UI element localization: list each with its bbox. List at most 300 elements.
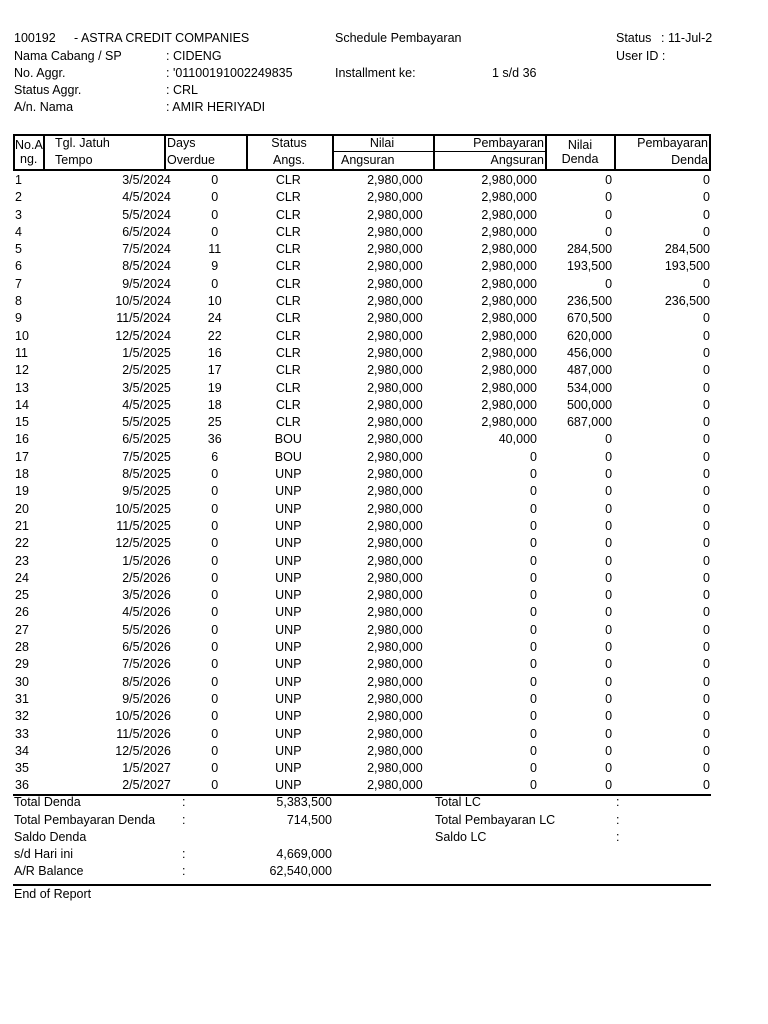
installment-payment: 2,980,000 (481, 345, 537, 360)
installment-payment: 0 (530, 622, 537, 637)
installment-amount: 2,980,000 (367, 536, 423, 551)
days-overdue: 0 (211, 467, 219, 482)
penalty-payment: 0 (703, 622, 710, 637)
table-row (14, 674, 710, 691)
saldo-lc-colon: : (616, 830, 620, 844)
ar-balance-label: A/R Balance (14, 864, 84, 878)
ar-balance-colon: : (182, 864, 186, 878)
penalty-amount: 0 (605, 761, 613, 776)
installment-rows (14, 172, 710, 795)
installment-amount: 2,980,000 (367, 345, 423, 360)
table-row (14, 708, 710, 725)
installment-number: 21 (15, 518, 29, 533)
col-due-header-2: Tempo (55, 153, 93, 167)
table-row (14, 397, 710, 414)
penalty-amount: 534,000 (566, 380, 613, 395)
installment-status: UNP (275, 467, 302, 482)
days-overdue: 0 (211, 640, 219, 655)
installment-amount: 2,980,000 (367, 207, 423, 222)
table-row (14, 414, 710, 431)
due-date: 12/5/2025 (115, 536, 171, 551)
penalty-amount: 0 (605, 190, 613, 205)
installment-number: 14 (15, 397, 29, 412)
days-overdue: 0 (211, 484, 219, 499)
installment-amount: 2,980,000 (367, 657, 423, 672)
installment-amount: 2,980,000 (367, 432, 423, 447)
due-date: 6/5/2024 (122, 224, 171, 239)
installment-number: 34 (15, 743, 29, 758)
table-row (14, 258, 710, 275)
report-title: Schedule Pembayaran (335, 31, 462, 45)
table-row (14, 656, 710, 673)
table-row (14, 224, 710, 241)
days-overdue: 0 (211, 622, 219, 637)
col-denda-header: Nilai (567, 138, 593, 152)
installment-number: 28 (15, 640, 29, 655)
installment-number: 13 (15, 380, 29, 395)
penalty-payment: 0 (703, 449, 710, 464)
sd-hari-ini-value: 4,669,000 (276, 847, 332, 861)
days-overdue: 0 (211, 553, 219, 568)
installment-status: UNP (275, 501, 302, 516)
installment-number: 19 (15, 484, 29, 499)
installment-number: 30 (15, 674, 29, 689)
installment-number: 3 (15, 207, 22, 222)
installment-number: 23 (15, 553, 29, 568)
days-overdue: 16 (207, 345, 222, 360)
due-date: 7/5/2026 (122, 657, 171, 672)
installment-number: 25 (15, 588, 29, 603)
days-overdue: 36 (207, 432, 222, 447)
installment-amount: 2,980,000 (367, 553, 423, 568)
due-date: 9/5/2025 (122, 484, 171, 499)
installment-number: 17 (15, 449, 29, 464)
installment-amount: 2,980,000 (367, 311, 423, 326)
installment-status: CLR (275, 259, 301, 274)
installment-amount: 2,980,000 (367, 640, 423, 655)
due-date: 6/5/2025 (122, 432, 171, 447)
installment-amount: 2,980,000 (367, 397, 423, 412)
days-overdue: 22 (207, 328, 222, 343)
agreement-status-value: : CRL (166, 83, 198, 97)
penalty-amount: 456,000 (566, 345, 613, 360)
agreement-value: : '01100191002249835 (166, 66, 293, 80)
days-overdue: 0 (211, 691, 219, 706)
penalty-amount: 487,000 (566, 363, 613, 378)
col-pay-header: Pembayaran (473, 136, 544, 150)
penalty-amount: 0 (605, 224, 613, 239)
installment-number: 22 (15, 536, 29, 551)
penalty-amount: 0 (605, 570, 613, 585)
days-overdue: 0 (211, 190, 219, 205)
days-overdue: 0 (211, 501, 219, 516)
penalty-amount: 0 (605, 553, 613, 568)
due-date: 9/5/2026 (122, 691, 171, 706)
col-payd-header: Pembayaran (637, 136, 708, 150)
due-date: 2/5/2025 (122, 363, 171, 378)
installment-number: 31 (15, 691, 29, 706)
installment-status: CLR (275, 173, 301, 187)
table-row (14, 345, 710, 362)
installment-number: 6 (15, 259, 22, 274)
agreement-label: No. Aggr. (14, 66, 66, 80)
installment-payment: 2,980,000 (481, 207, 537, 222)
installment-status: CLR (275, 328, 301, 343)
table-row (14, 241, 710, 258)
days-overdue: 24 (207, 311, 222, 326)
penalty-payment: 0 (703, 173, 710, 187)
status-label: Status (616, 31, 652, 45)
penalty-payment: 0 (703, 570, 710, 585)
table-row (14, 328, 710, 345)
penalty-payment: 0 (703, 415, 710, 430)
days-overdue: 6 (211, 449, 219, 464)
due-date: 1/5/2026 (122, 553, 171, 568)
saldo-lc-label: Saldo LC (435, 830, 487, 844)
installment-payment: 2,980,000 (481, 397, 537, 412)
penalty-amount: 0 (605, 173, 613, 187)
installment-payment: 0 (530, 553, 537, 568)
days-overdue: 9 (211, 259, 219, 274)
status-value: : 11-Jul-2 (661, 31, 713, 45)
ar-balance-value: 62,540,000 (269, 864, 332, 878)
installment-amount: 2,980,000 (367, 691, 423, 706)
installment-status: UNP (275, 605, 302, 620)
due-date: 3/5/2025 (122, 380, 171, 395)
header-divider (43, 134, 45, 171)
installment-number: 36 (15, 778, 29, 793)
installment-amount: 2,980,000 (367, 276, 423, 291)
installment-payment: 2,980,000 (481, 380, 537, 395)
installment-amount: 2,980,000 (367, 449, 423, 464)
table-row (14, 276, 710, 293)
penalty-payment: 0 (703, 328, 710, 343)
installment-status: CLR (275, 276, 301, 291)
due-date: 6/5/2026 (122, 640, 171, 655)
installment-amount: 2,980,000 (367, 415, 423, 430)
installment-payment: 2,980,000 (481, 173, 537, 187)
installment-amount: 2,980,000 (367, 501, 423, 516)
installment-number: 4 (15, 224, 22, 239)
installment-amount: 2,980,000 (367, 709, 423, 724)
sd-hari-ini-colon: : (182, 847, 186, 861)
penalty-payment: 0 (703, 536, 710, 551)
installment-amount: 2,980,000 (367, 674, 423, 689)
col-nilai-header-2: Angsuran (341, 153, 395, 167)
installment-payment: 0 (530, 449, 537, 464)
penalty-amount: 0 (605, 518, 613, 533)
saldo-denda-label: Saldo Denda (14, 830, 87, 844)
installment-number: 33 (15, 726, 29, 741)
penalty-payment: 0 (703, 380, 710, 395)
days-overdue: 0 (211, 207, 219, 222)
penalty-payment: 0 (703, 691, 710, 706)
days-overdue: 10 (207, 294, 222, 309)
due-date: 5/5/2024 (122, 207, 171, 222)
installment-amount: 2,980,000 (367, 726, 423, 741)
table-row (14, 518, 710, 535)
table-row (14, 380, 710, 397)
installment-status: UNP (275, 484, 302, 499)
penalty-payment: 0 (703, 224, 710, 239)
penalty-payment: 284,500 (664, 242, 710, 257)
days-overdue: 25 (207, 415, 222, 430)
total-denda-value: 5,383,500 (276, 795, 332, 809)
penalty-payment: 0 (703, 588, 710, 603)
due-date: 11/5/2025 (116, 518, 171, 533)
installment-status: UNP (275, 657, 302, 672)
penalty-payment: 0 (703, 432, 710, 447)
installment-number: 26 (15, 605, 29, 620)
total-pay-lc-colon: : (616, 813, 620, 827)
installment-number: 7 (15, 276, 22, 291)
col-payd-header-2: Denda (671, 153, 708, 167)
name-label: A/n. Nama (14, 100, 74, 114)
days-overdue: 18 (207, 397, 222, 412)
penalty-payment: 0 (703, 276, 710, 291)
installment-number: 20 (15, 501, 29, 516)
days-overdue: 0 (211, 761, 219, 776)
summary-top-border (13, 794, 711, 796)
installment-payment: 0 (530, 605, 537, 620)
table-row (14, 310, 710, 327)
penalty-amount: 670,500 (566, 311, 613, 326)
due-date: 2/5/2027 (122, 778, 171, 793)
days-overdue: 11 (208, 242, 222, 257)
installment-amount: 2,980,000 (367, 588, 423, 603)
due-date: 10/5/2024 (115, 294, 171, 309)
due-date: 11/5/2026 (116, 726, 171, 741)
installment-payment: 0 (530, 674, 537, 689)
installment-payment: 2,980,000 (481, 294, 537, 309)
installment-status: UNP (275, 622, 302, 637)
installment-payment: 0 (530, 691, 537, 706)
installment-payment: 0 (530, 709, 537, 724)
installment-status: UNP (275, 588, 302, 603)
col-no-header-2: ng. (20, 152, 38, 166)
table-row (14, 449, 710, 466)
total-lc-label: Total LC (435, 795, 481, 809)
due-date: 5/5/2025 (122, 415, 171, 430)
end-of-report: End of Report (14, 887, 92, 901)
due-date: 4/5/2025 (122, 397, 171, 412)
penalty-amount: 0 (605, 691, 613, 706)
total-lc-colon: : (616, 795, 620, 809)
installment-status: UNP (275, 778, 302, 793)
penalty-payment: 0 (703, 605, 710, 620)
due-date: 10/5/2025 (115, 501, 171, 516)
installment-status: CLR (275, 294, 301, 309)
penalty-amount: 0 (605, 622, 613, 637)
installment-number: 27 (15, 622, 29, 637)
penalty-amount: 284,500 (566, 242, 613, 257)
days-overdue: 17 (207, 363, 222, 378)
installment-amount: 2,980,000 (367, 761, 423, 776)
installment-number: 12 (15, 363, 29, 378)
penalty-payment: 0 (703, 345, 710, 360)
installment-status: UNP (275, 674, 302, 689)
installment-status: CLR (275, 363, 301, 378)
col-due-header: Tgl. Jatuh (55, 136, 110, 150)
due-date: 4/5/2024 (122, 190, 171, 205)
installment-payment: 0 (530, 588, 537, 603)
penalty-payment: 0 (703, 501, 710, 516)
installment-status: UNP (275, 570, 302, 585)
due-date: 4/5/2026 (122, 605, 171, 620)
penalty-amount: 0 (605, 640, 613, 655)
installment-amount: 2,980,000 (367, 778, 423, 793)
installment-table (14, 172, 710, 795)
due-date: 1/5/2025 (122, 345, 171, 360)
table-row (14, 362, 710, 379)
days-overdue: 0 (211, 778, 219, 793)
days-overdue: 0 (211, 709, 219, 724)
installment-number: 11 (15, 345, 28, 360)
installment-number: 9 (15, 311, 22, 326)
installment-status: UNP (275, 743, 302, 758)
table-row (14, 760, 710, 777)
col-days-header-2: Overdue (167, 153, 215, 167)
installment-payment: 2,980,000 (481, 259, 537, 274)
table-row (14, 172, 710, 189)
table-row (14, 691, 710, 708)
installment-amount: 2,980,000 (367, 259, 423, 274)
penalty-amount: 236,500 (566, 294, 613, 309)
branch-label: Nama Cabang / SP (14, 49, 122, 63)
installment-status: CLR (275, 397, 301, 412)
installment-value: 1 s/d 36 (492, 66, 537, 80)
installment-payment: 2,980,000 (481, 190, 537, 205)
installment-payment: 0 (530, 518, 537, 533)
installment-amount: 2,980,000 (367, 190, 423, 205)
installment-payment: 40,000 (498, 432, 537, 447)
total-denda-colon: : (182, 795, 186, 809)
penalty-payment: 0 (703, 467, 710, 482)
agreement-status-label: Status Aggr. (14, 83, 82, 97)
installment-status: UNP (275, 726, 302, 741)
installment-amount: 2,980,000 (367, 173, 423, 187)
days-overdue: 0 (211, 588, 219, 603)
table-row (14, 553, 710, 570)
installment-number: 18 (15, 467, 29, 482)
user-id-label: User ID : (616, 49, 666, 63)
installment-payment: 2,980,000 (481, 276, 537, 291)
penalty-amount: 0 (605, 432, 613, 447)
penalty-payment: 0 (703, 363, 710, 378)
penalty-amount: 0 (605, 536, 613, 551)
installment-payment: 0 (530, 657, 537, 672)
penalty-amount: 0 (605, 778, 613, 793)
penalty-payment: 0 (703, 709, 710, 724)
penalty-payment: 0 (703, 726, 710, 741)
penalty-amount: 0 (605, 743, 613, 758)
table-row (14, 483, 710, 500)
installment-status: UNP (275, 640, 302, 655)
header-divider (164, 134, 166, 171)
penalty-payment: 0 (703, 311, 710, 326)
installment-status: UNP (275, 761, 302, 776)
penalty-amount: 193,500 (566, 259, 613, 274)
penalty-amount: 500,000 (566, 397, 613, 412)
installment-status: UNP (275, 553, 302, 568)
installment-number: 8 (15, 294, 22, 309)
due-date: 12/5/2024 (115, 328, 171, 343)
table-row (14, 466, 710, 483)
installment-number: 2 (15, 190, 22, 205)
installment-amount: 2,980,000 (367, 224, 423, 239)
total-pay-denda-label: Total Pembayaran Denda (14, 813, 156, 827)
installment-number: 24 (15, 570, 29, 585)
installment-number: 32 (15, 709, 29, 724)
installment-payment: 0 (530, 726, 537, 741)
installment-status: BOU (274, 449, 302, 464)
installment-number: 10 (15, 328, 29, 343)
table-row (14, 777, 710, 794)
installment-number: 29 (15, 657, 29, 672)
total-pay-lc-label: Total Pembayaran LC (435, 813, 556, 827)
table-row (14, 726, 710, 743)
days-overdue: 0 (211, 276, 219, 291)
penalty-amount: 0 (605, 207, 613, 222)
penalty-amount: 0 (605, 674, 613, 689)
penalty-payment: 0 (703, 640, 710, 655)
due-date: 8/5/2025 (122, 467, 171, 482)
due-date: 3/5/2024 (122, 173, 171, 187)
installment-status: CLR (275, 415, 301, 430)
penalty-amount: 0 (605, 501, 613, 516)
table-row (14, 570, 710, 587)
installment-status: CLR (275, 190, 301, 205)
installment-payment: 0 (530, 536, 537, 551)
installment-amount: 2,980,000 (367, 518, 423, 533)
due-date: 7/5/2024 (122, 242, 171, 257)
due-date: 2/5/2026 (122, 570, 171, 585)
penalty-amount: 0 (605, 484, 613, 499)
installment-payment: 0 (530, 640, 537, 655)
total-pay-denda-value: 714,500 (286, 813, 332, 827)
days-overdue: 0 (211, 536, 219, 551)
penalty-amount: 687,000 (566, 415, 613, 430)
penalty-payment: 0 (703, 484, 710, 499)
installment-status: CLR (275, 207, 301, 222)
installment-amount: 2,980,000 (367, 328, 423, 343)
company-code: 100192 (14, 31, 56, 45)
table-row (14, 743, 710, 760)
installment-payment: 2,980,000 (481, 311, 537, 326)
due-date: 9/5/2024 (122, 276, 171, 291)
sd-hari-ini-label: s/d Hari ini (14, 847, 74, 861)
penalty-amount: 620,000 (566, 328, 613, 343)
penalty-payment: 236,500 (664, 294, 710, 309)
col-denda-header-2: Denda (561, 152, 599, 166)
due-date: 1/5/2027 (122, 761, 171, 776)
days-overdue: 0 (211, 518, 219, 533)
installment-payment: 2,980,000 (481, 224, 537, 239)
installment-payment: 0 (530, 484, 537, 499)
penalty-payment: 0 (703, 207, 710, 222)
installment-payment: 2,980,000 (481, 415, 537, 430)
table-row (14, 604, 710, 621)
penalty-payment: 0 (703, 761, 710, 776)
header-divider (709, 134, 711, 171)
installment-payment: 0 (530, 467, 537, 482)
installment-amount: 2,980,000 (367, 484, 423, 499)
penalty-amount: 0 (605, 276, 613, 291)
summary-bottom-border (13, 884, 711, 886)
col-status-header-2: Angs. (273, 153, 305, 167)
installment-payment: 0 (530, 761, 537, 776)
days-overdue: 0 (211, 743, 219, 758)
